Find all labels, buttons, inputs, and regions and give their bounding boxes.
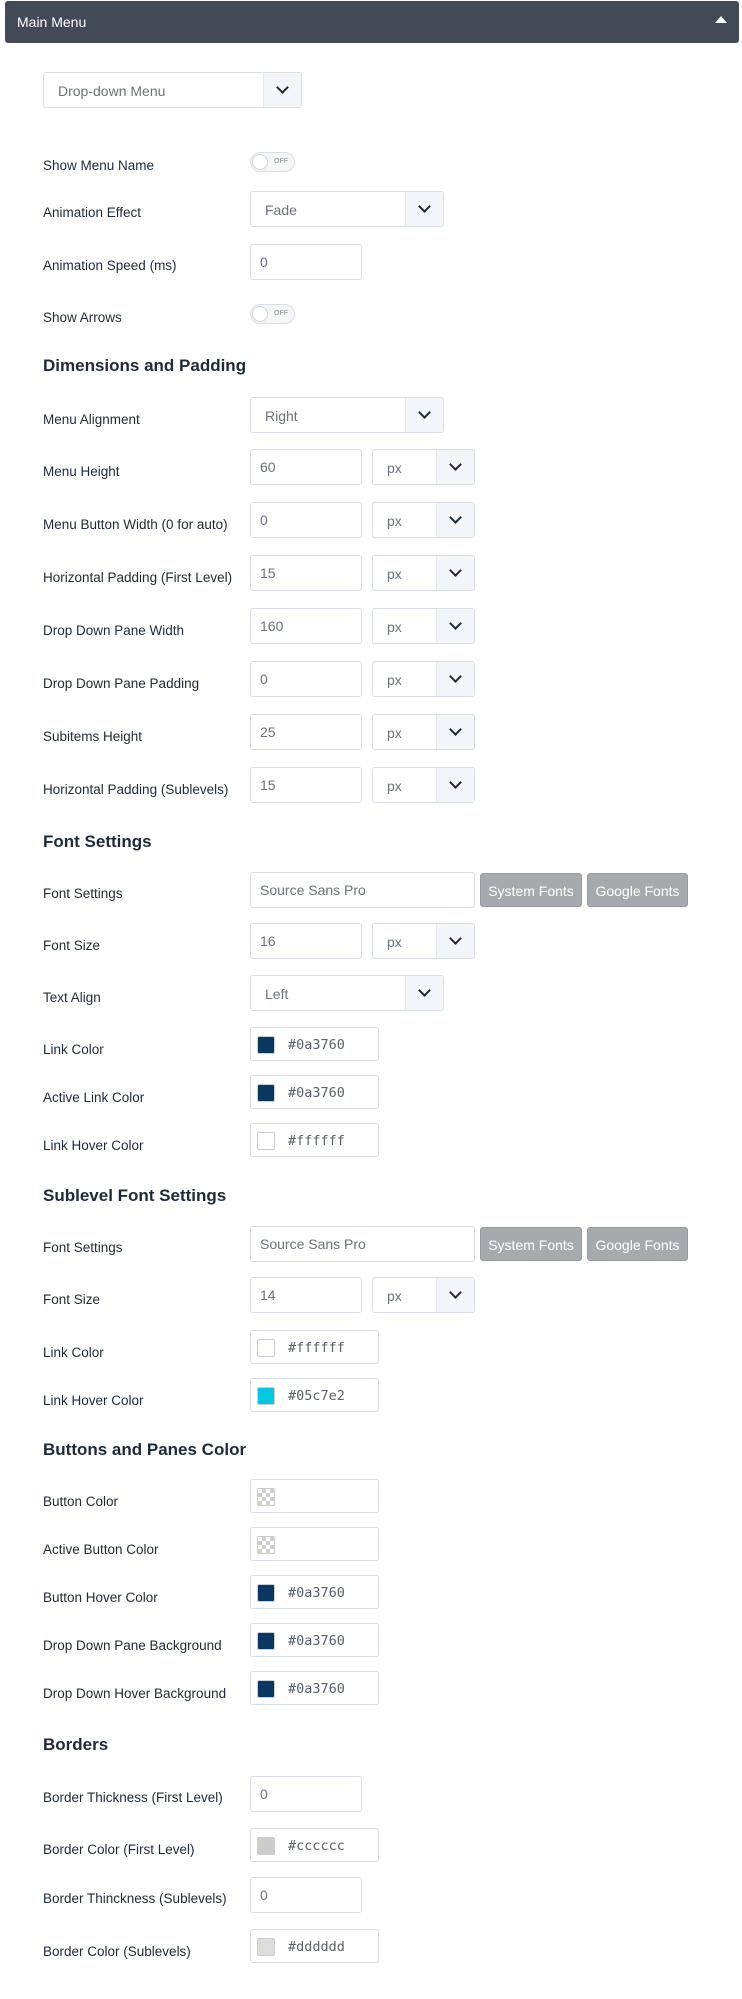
show-menu-name-label: Show Menu Name [43,158,155,173]
drop-down-pane-width-input[interactable]: 160 [250,608,362,644]
chevron-down-icon[interactable] [436,924,474,958]
button-hover-color-picker[interactable] [250,1575,379,1609]
animation-effect-value: Fade [265,202,297,218]
font-section-title: Font Settings [43,832,152,851]
chevron-down-icon[interactable] [436,609,474,643]
unit-value: px [387,566,402,582]
text-align-label: Text Align [43,990,101,1005]
unit-value: px [387,460,402,476]
sublevel-link-hover-color-picker[interactable] [250,1378,379,1412]
sublevel-font-section-title: Sublevel Font Settings [43,1186,227,1205]
color-swatch[interactable] [257,1132,275,1150]
color-swatch[interactable] [257,1036,275,1054]
color-hex: #ffffff [288,1340,345,1356]
sublevel-font-size-unit-select[interactable] [372,1277,475,1313]
border-color-first-picker[interactable] [250,1828,379,1862]
drop-down-pane-width-unit-select[interactable] [372,608,475,644]
font-size-label: Font Size [43,938,101,953]
color-swatch[interactable] [257,1632,275,1650]
color-hex: #0a3760 [288,1585,345,1601]
link-hover-color-picker[interactable] [250,1123,379,1157]
google-fonts-button[interactable]: Google Fonts [587,873,688,907]
text-align-select[interactable] [250,975,444,1011]
menu-height-unit-select[interactable] [372,449,475,485]
unit-value: px [387,778,402,794]
color-hex: #dddddd [288,1939,345,1955]
panel-title: Main Menu [17,14,87,30]
transparent-swatch-icon[interactable] [257,1488,275,1506]
color-hex: #cccccc [288,1838,345,1854]
unit-value: px [387,672,402,688]
horizontal-padding-sub-label: Horizontal Padding (Sublevels) [43,782,229,797]
sublevel-font-size-input[interactable]: 14 [250,1277,362,1313]
active-link-color-picker[interactable] [250,1075,379,1109]
chevron-down-icon[interactable] [436,715,474,749]
color-hex: #0a3760 [288,1681,345,1697]
color-swatch[interactable] [257,1084,275,1102]
color-hex: #05c7e2 [288,1388,345,1404]
sublevel-font-family-input[interactable]: Source Sans Pro [250,1226,475,1262]
border-color-sub-label: Border Color (Sublevels) [43,1944,191,1959]
borders-section-title: Borders [43,1735,109,1754]
drop-down-hover-background-label: Drop Down Hover Background [43,1686,227,1701]
border-thickness-sub-label: Border Thinckness (Sublevels) [43,1891,227,1906]
show-arrows-toggle[interactable] [250,304,295,324]
unit-value: px [387,934,402,950]
active-link-color-label: Active Link Color [43,1090,145,1105]
horizontal-padding-first-input[interactable]: 15 [250,555,362,591]
chevron-down-icon[interactable] [436,768,474,802]
unit-value: px [387,1288,402,1304]
menu-alignment-value: Right [265,408,298,424]
color-swatch[interactable] [257,1387,275,1405]
unit-value: px [387,619,402,635]
link-color-picker[interactable] [250,1027,379,1061]
main-menu-header[interactable] [5,1,739,43]
drop-down-pane-padding-label: Drop Down Pane Padding [43,676,200,691]
drop-down-pane-padding-unit-select[interactable] [372,661,475,697]
sublevel-google-fonts-button[interactable]: Google Fonts [587,1227,688,1261]
transparent-swatch-icon[interactable] [257,1536,275,1554]
show-arrows-label: Show Arrows [43,310,122,325]
animation-effect-select[interactable] [250,191,444,227]
horizontal-padding-sub-unit-select[interactable] [372,767,475,803]
sublevel-link-color-label: Link Color [43,1345,104,1360]
menu-height-input[interactable]: 60 [250,449,362,485]
toggle-state: OFF [274,310,288,317]
subitems-height-unit-select[interactable] [372,714,475,750]
chevron-down-icon[interactable] [405,976,443,1010]
color-swatch[interactable] [257,1339,275,1357]
animation-effect-label: Animation Effect [43,205,142,220]
menu-button-width-input[interactable]: 0 [250,502,362,538]
horizontal-padding-first-label: Horizontal Padding (First Level) [43,570,233,585]
button-hover-color-label: Button Hover Color [43,1590,158,1605]
sublevel-link-hover-color-label: Link Hover Color [43,1393,144,1408]
toggle-state: OFF [274,158,288,165]
chevron-down-icon[interactable] [405,398,443,432]
drop-down-pane-padding-input[interactable]: 0 [250,661,362,697]
menu-button-width-label: Menu Button Width (0 for auto) [43,517,228,532]
menu-height-label: Menu Height [43,464,120,479]
animation-speed-label: Animation Speed (ms) [43,258,177,273]
button-color-label: Button Color [43,1494,119,1509]
chevron-down-icon[interactable] [436,1278,474,1312]
color-swatch[interactable] [257,1584,275,1602]
active-button-color-picker[interactable] [250,1527,379,1561]
subitems-height-input[interactable]: 25 [250,714,362,750]
font-settings-label: Font Settings [43,886,123,901]
buttons-panes-section-title: Buttons and Panes Color [43,1440,247,1459]
menu-alignment-label: Menu Alignment [43,412,140,427]
button-color-picker[interactable] [250,1479,379,1513]
font-family-input[interactable]: Source Sans Pro [250,872,475,908]
toggle-knob [252,154,268,170]
menu-alignment-select[interactable] [250,397,444,433]
menu-type-select[interactable] [43,72,302,108]
color-hex: #0a3760 [288,1037,345,1053]
unit-value: px [387,513,402,529]
chevron-down-icon[interactable] [436,556,474,590]
menu-type-value: Drop-down Menu [58,83,166,99]
link-hover-color-label: Link Hover Color [43,1138,144,1153]
border-thickness-first-input[interactable]: 0 [250,1776,362,1812]
chevron-down-icon[interactable] [436,662,474,696]
color-hex: #0a3760 [288,1633,345,1649]
subitems-height-label: Subitems Height [43,729,143,744]
horizontal-padding-first-unit-select[interactable] [372,555,475,591]
border-thickness-first-label: Border Thickness (First Level) [43,1790,223,1805]
border-color-first-label: Border Color (First Level) [43,1842,195,1857]
animation-speed-input[interactable]: 0 [250,244,362,280]
color-swatch[interactable] [257,1837,275,1855]
sublevel-font-size-label: Font Size [43,1292,101,1307]
border-thickness-sub-input[interactable]: 0 [250,1877,362,1913]
color-swatch[interactable] [257,1938,275,1956]
color-hex: #ffffff [288,1133,345,1149]
active-button-color-label: Active Button Color [43,1542,159,1557]
text-align-value: Left [265,986,289,1002]
sublevel-system-fonts-button[interactable]: System Fonts [480,1227,582,1261]
drop-down-pane-background-label: Drop Down Pane Background [43,1638,222,1653]
color-swatch[interactable] [257,1680,275,1698]
drop-down-pane-width-label: Drop Down Pane Width [43,623,185,638]
collapse-caret-icon[interactable] [715,16,727,23]
chevron-down-icon[interactable] [436,450,474,484]
system-fonts-button[interactable]: System Fonts [480,873,582,907]
sublevel-link-color-picker[interactable] [250,1330,379,1364]
drop-down-hover-background-picker[interactable] [250,1671,379,1705]
toggle-knob [252,306,268,322]
drop-down-pane-background-picker[interactable] [250,1623,379,1657]
unit-value: px [387,725,402,741]
show-menu-name-toggle[interactable] [250,152,295,172]
menu-button-width-unit-select[interactable] [372,502,475,538]
chevron-down-icon[interactable] [263,73,301,107]
font-size-input[interactable]: 16 [250,923,362,959]
chevron-down-icon[interactable] [405,192,443,226]
dimensions-section-title: Dimensions and Padding [43,356,247,375]
sublevel-font-settings-label: Font Settings [43,1240,123,1255]
chevron-down-icon[interactable] [436,503,474,537]
horizontal-padding-sub-input[interactable]: 15 [250,767,362,803]
color-hex: #0a3760 [288,1085,345,1101]
font-size-unit-select[interactable] [372,923,475,959]
link-color-label: Link Color [43,1042,104,1057]
border-color-sub-picker[interactable] [250,1929,379,1963]
